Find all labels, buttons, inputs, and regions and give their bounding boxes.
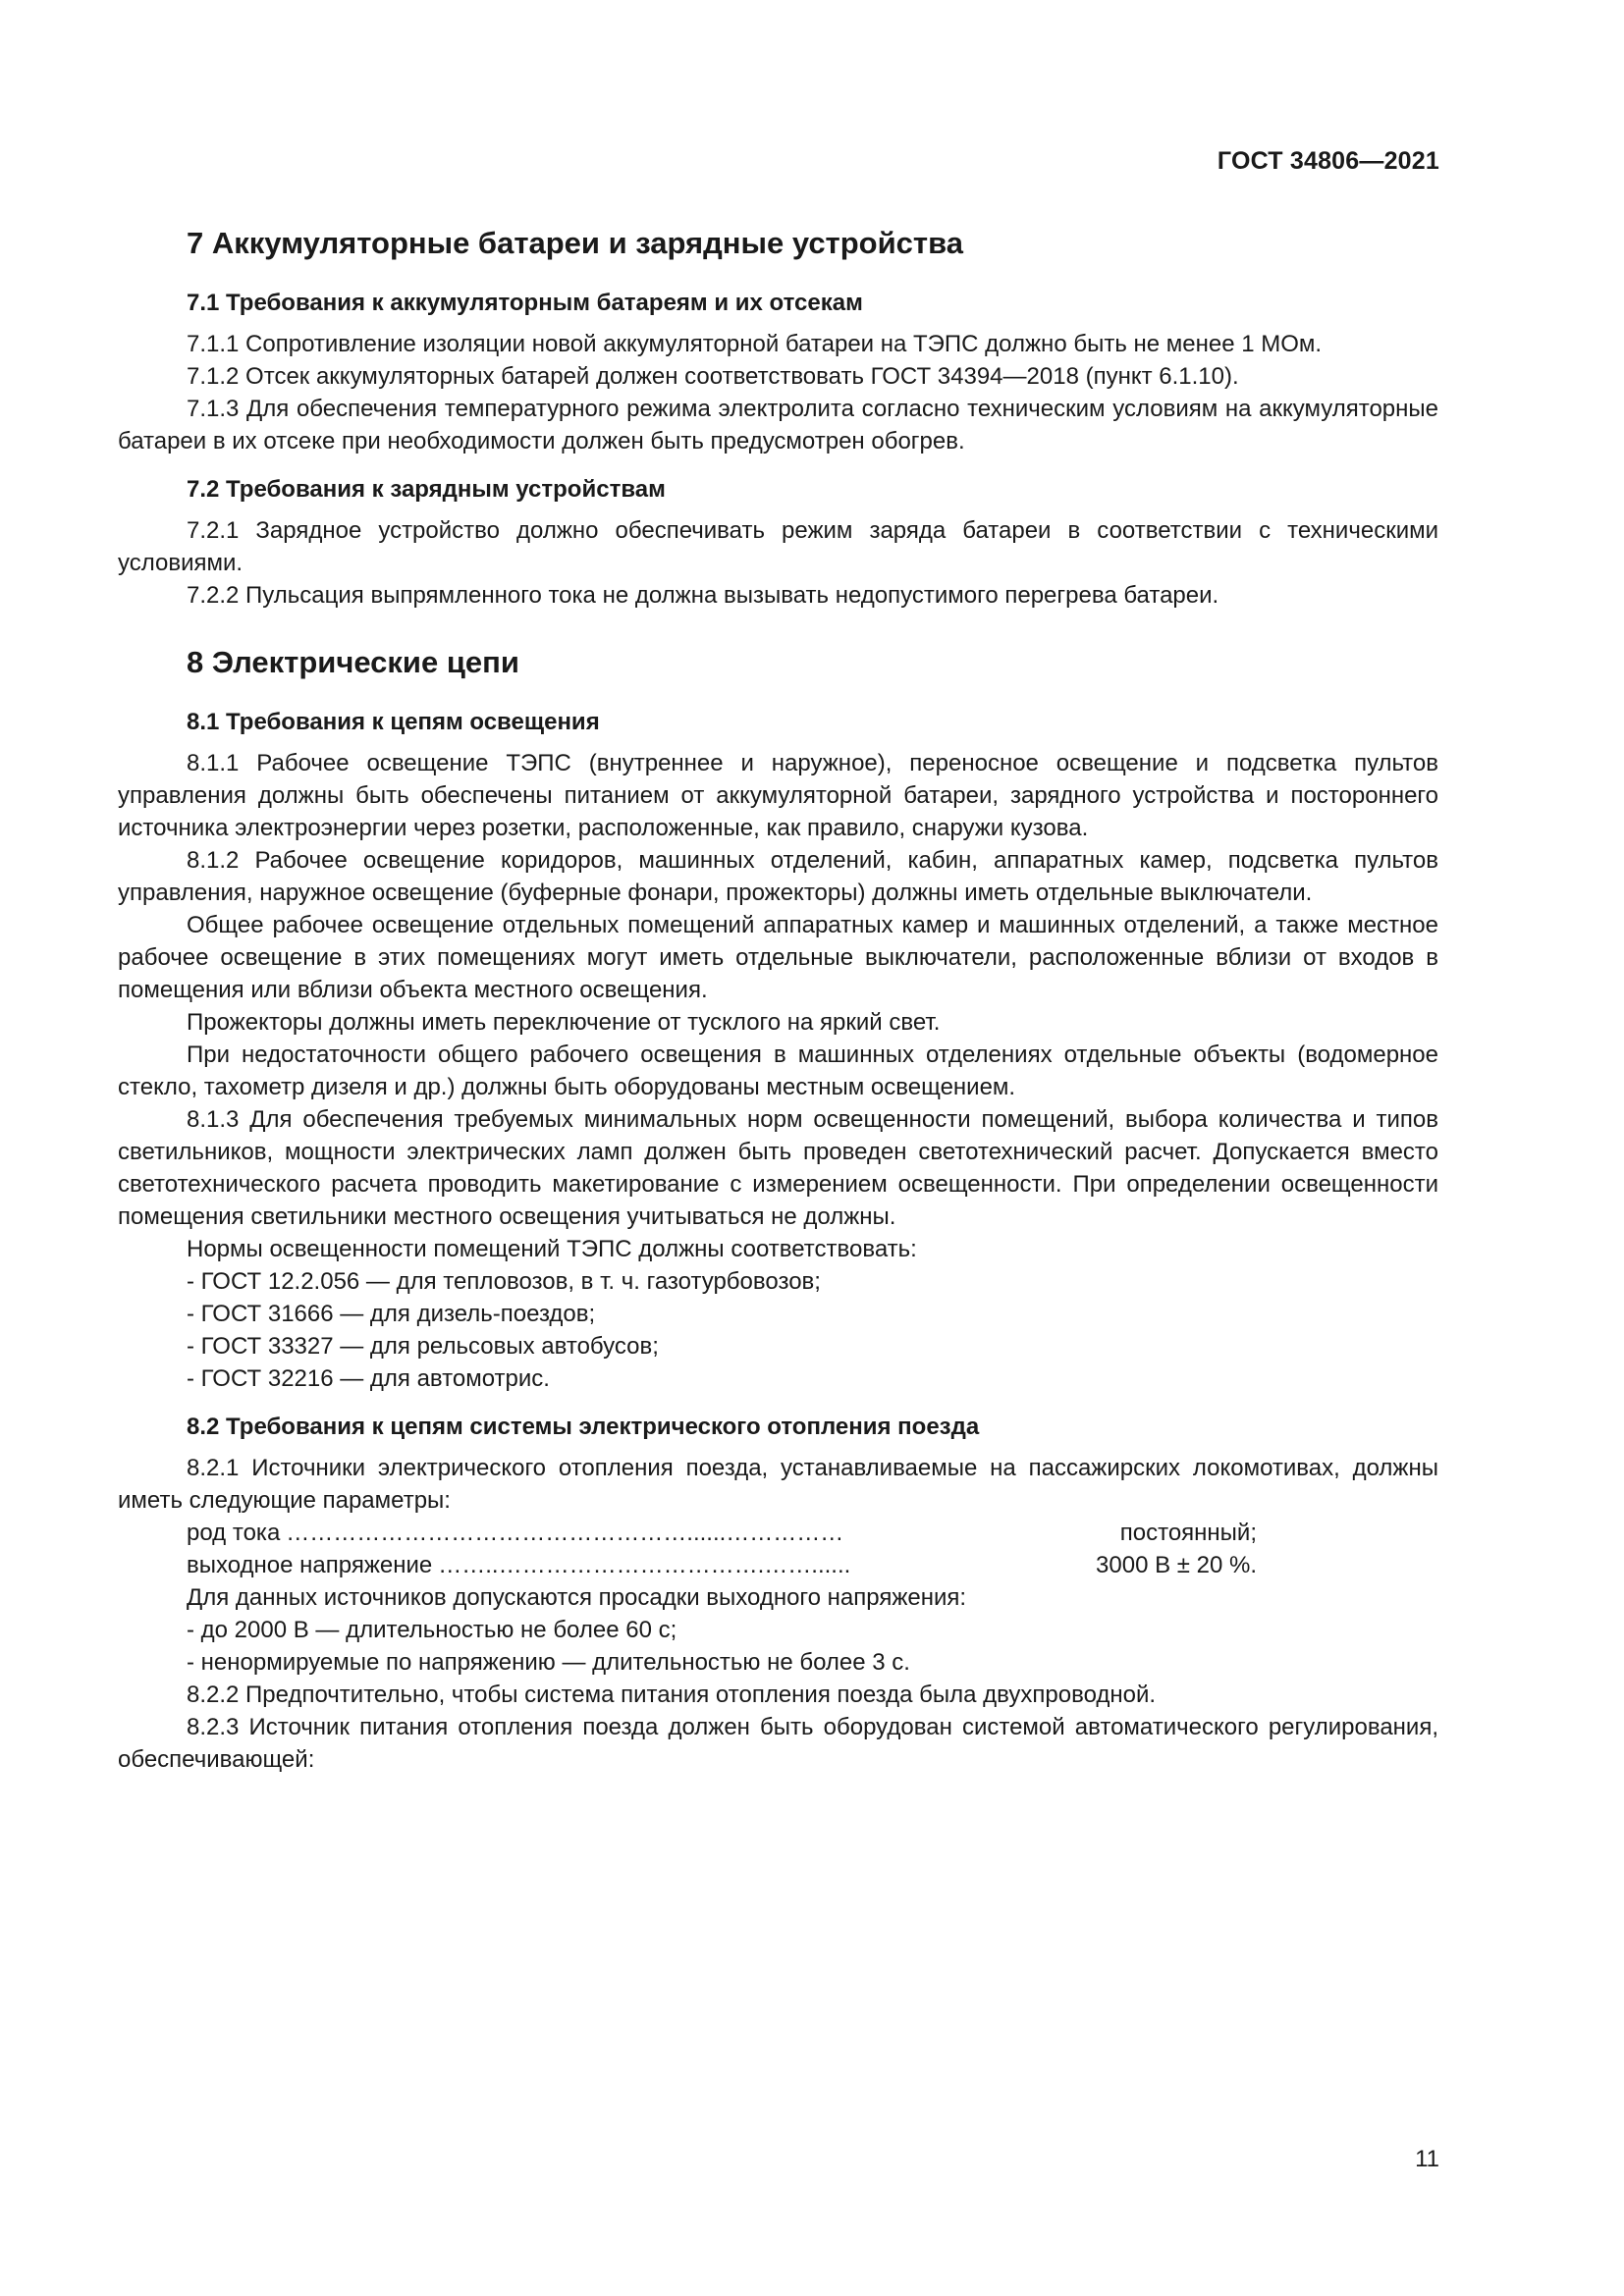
parameter-label: выходное напряжение: [187, 1552, 433, 1578]
list-item: - ГОСТ 33327 — для рельсовых автобусов;: [187, 1333, 659, 1360]
section-8-1-title: 8.1 Требования к цепям освещения: [187, 709, 600, 735]
list-item: - ГОСТ 12.2.056 — для тепловозов, в т. ч. газотурбовозов;: [187, 1268, 821, 1295]
section-7-title: 7 Аккумуляторные батареи и зарядные устройства: [187, 226, 963, 260]
dot-leader: ……………………………………………......……………: [286, 1520, 844, 1546]
paragraph-8-2-1: 8.2.1 Источники электрического отопления поезда, устанавливаемые на пассажирских локомотивах, должны иметь следующие параметры:: [118, 1455, 1438, 1514]
paragraph-local-lighting: При недостаточности общего рабочего освещения в машинных отделениях отдельные объекты (водомерное стекло, тахометр дизеля и др.) должны быть оборудованы местным освещением.: [118, 1041, 1438, 1100]
paragraph-7-2-1: 7.2.1 Зарядное устройство должно обеспечивать режим заряда батареи в соответствии с техническими условиями.: [118, 517, 1438, 576]
section-8-title: 8 Электрические цепи: [187, 645, 519, 679]
paragraph-8-1-3: 8.1.3 Для обеспечения требуемых минимальных норм освещенности помещений, выбора количества и типов светильников, мощности электрических ламп должен быть проведен светотехнический расчет. Допускается вместо светотехнического расчета проводить макетирование с измерением освещенности. При определении освещенности помещения светильники местного освещения учитываться не должны.: [118, 1106, 1438, 1230]
paragraph-7-2-2: 7.2.2 Пульсация выпрямленного тока не должна вызывать недопустимого перегрева батареи.: [187, 582, 1219, 609]
parameter-output-voltage: [118, 1549, 1257, 1581]
section-7-1-title: 7.1 Требования к аккумуляторным батареям и их отсекам: [187, 290, 863, 316]
section-7-2-title: 7.2 Требования к зарядным устройствам: [187, 476, 666, 503]
list-item: - до 2000 В — длительностью не более 60 с;: [187, 1617, 677, 1643]
paragraph-illumination-norms: Нормы освещенности помещений ТЭПС должны соответствовать:: [187, 1236, 917, 1262]
paragraph-7-1-1: 7.1.1 Сопротивление изоляции новой аккумуляторной батареи на ТЭПС должно быть не менее 1 МОм.: [187, 331, 1323, 357]
paragraph-general-lighting: Общее рабочее освещение отдельных помещений аппаратных камер и машинных отделений, а также местное рабочее освещение в этих помещениях могут иметь отдельные выключатели, расположенные вблизи от входов в помещения или вблизи объекта местного освещения.: [118, 912, 1438, 1003]
paragraph-8-1-2: 8.1.2 Рабочее освещение коридоров, машинных отделений, кабин, аппаратных камер, подсветка пультов управления, наружное освещение (буферные фонари, прожекторы) должны иметь отдельные выключатели.: [118, 847, 1438, 906]
document-code: ГОСТ 34806—2021: [1217, 147, 1439, 175]
page-number: 11: [1415, 2146, 1439, 2172]
paragraph-searchlights: Прожекторы должны иметь переключение от тусклого на яркий свет.: [187, 1009, 941, 1036]
paragraph-voltage-dips: Для данных источников допускаются просадки выходного напряжения:: [187, 1584, 967, 1611]
dot-leader: ……..…………………………….……......: [438, 1552, 851, 1578]
page-content: [118, 222, 1438, 1776]
parameter-label: род тока: [187, 1520, 281, 1546]
paragraph-7-1-2: 7.1.2 Отсек аккумуляторных батарей должен соответствовать ГОСТ 34394—2018 (пункт 6.1.10).: [187, 363, 1239, 390]
list-item: - ненормируемые по напряжению — длительностью не более 3 с.: [187, 1649, 910, 1676]
list-item: - ГОСТ 31666 — для дизель-поездов;: [187, 1301, 596, 1327]
parameter-value: 3000 В ± 20 %.: [1096, 1552, 1257, 1578]
section-8-2-title: 8.2 Требования к цепям системы электрического отопления поезда: [187, 1414, 980, 1440]
paragraph-8-1-1: 8.1.1 Рабочее освещение ТЭПС (внутреннее и наружное), переносное освещение и подсветка пультов управления должны быть обеспечены питанием от аккумуляторной батареи, зарядного устройства и постороннего источника электроэнергии через розетки, расположенные, как правило, снаружи кузова.: [118, 750, 1438, 841]
parameter-current-type: [118, 1517, 1257, 1549]
paragraph-8-2-2: 8.2.2 Предпочтительно, чтобы система питания отопления поезда была двухпроводной.: [187, 1682, 1157, 1708]
list-item: - ГОСТ 32216 — для автомотрис.: [187, 1365, 550, 1392]
paragraph-7-1-3: 7.1.3 Для обеспечения температурного режима электролита согласно техническим условиям на аккумуляторные батареи в их отсеке при необходимости должен быть предусмотрен обогрев.: [118, 396, 1438, 454]
parameter-value: постоянный;: [1119, 1520, 1257, 1546]
paragraph-8-2-3: 8.2.3 Источник питания отопления поезда должен быть оборудован системой автоматического регулирования, обеспечивающей:: [118, 1714, 1438, 1773]
